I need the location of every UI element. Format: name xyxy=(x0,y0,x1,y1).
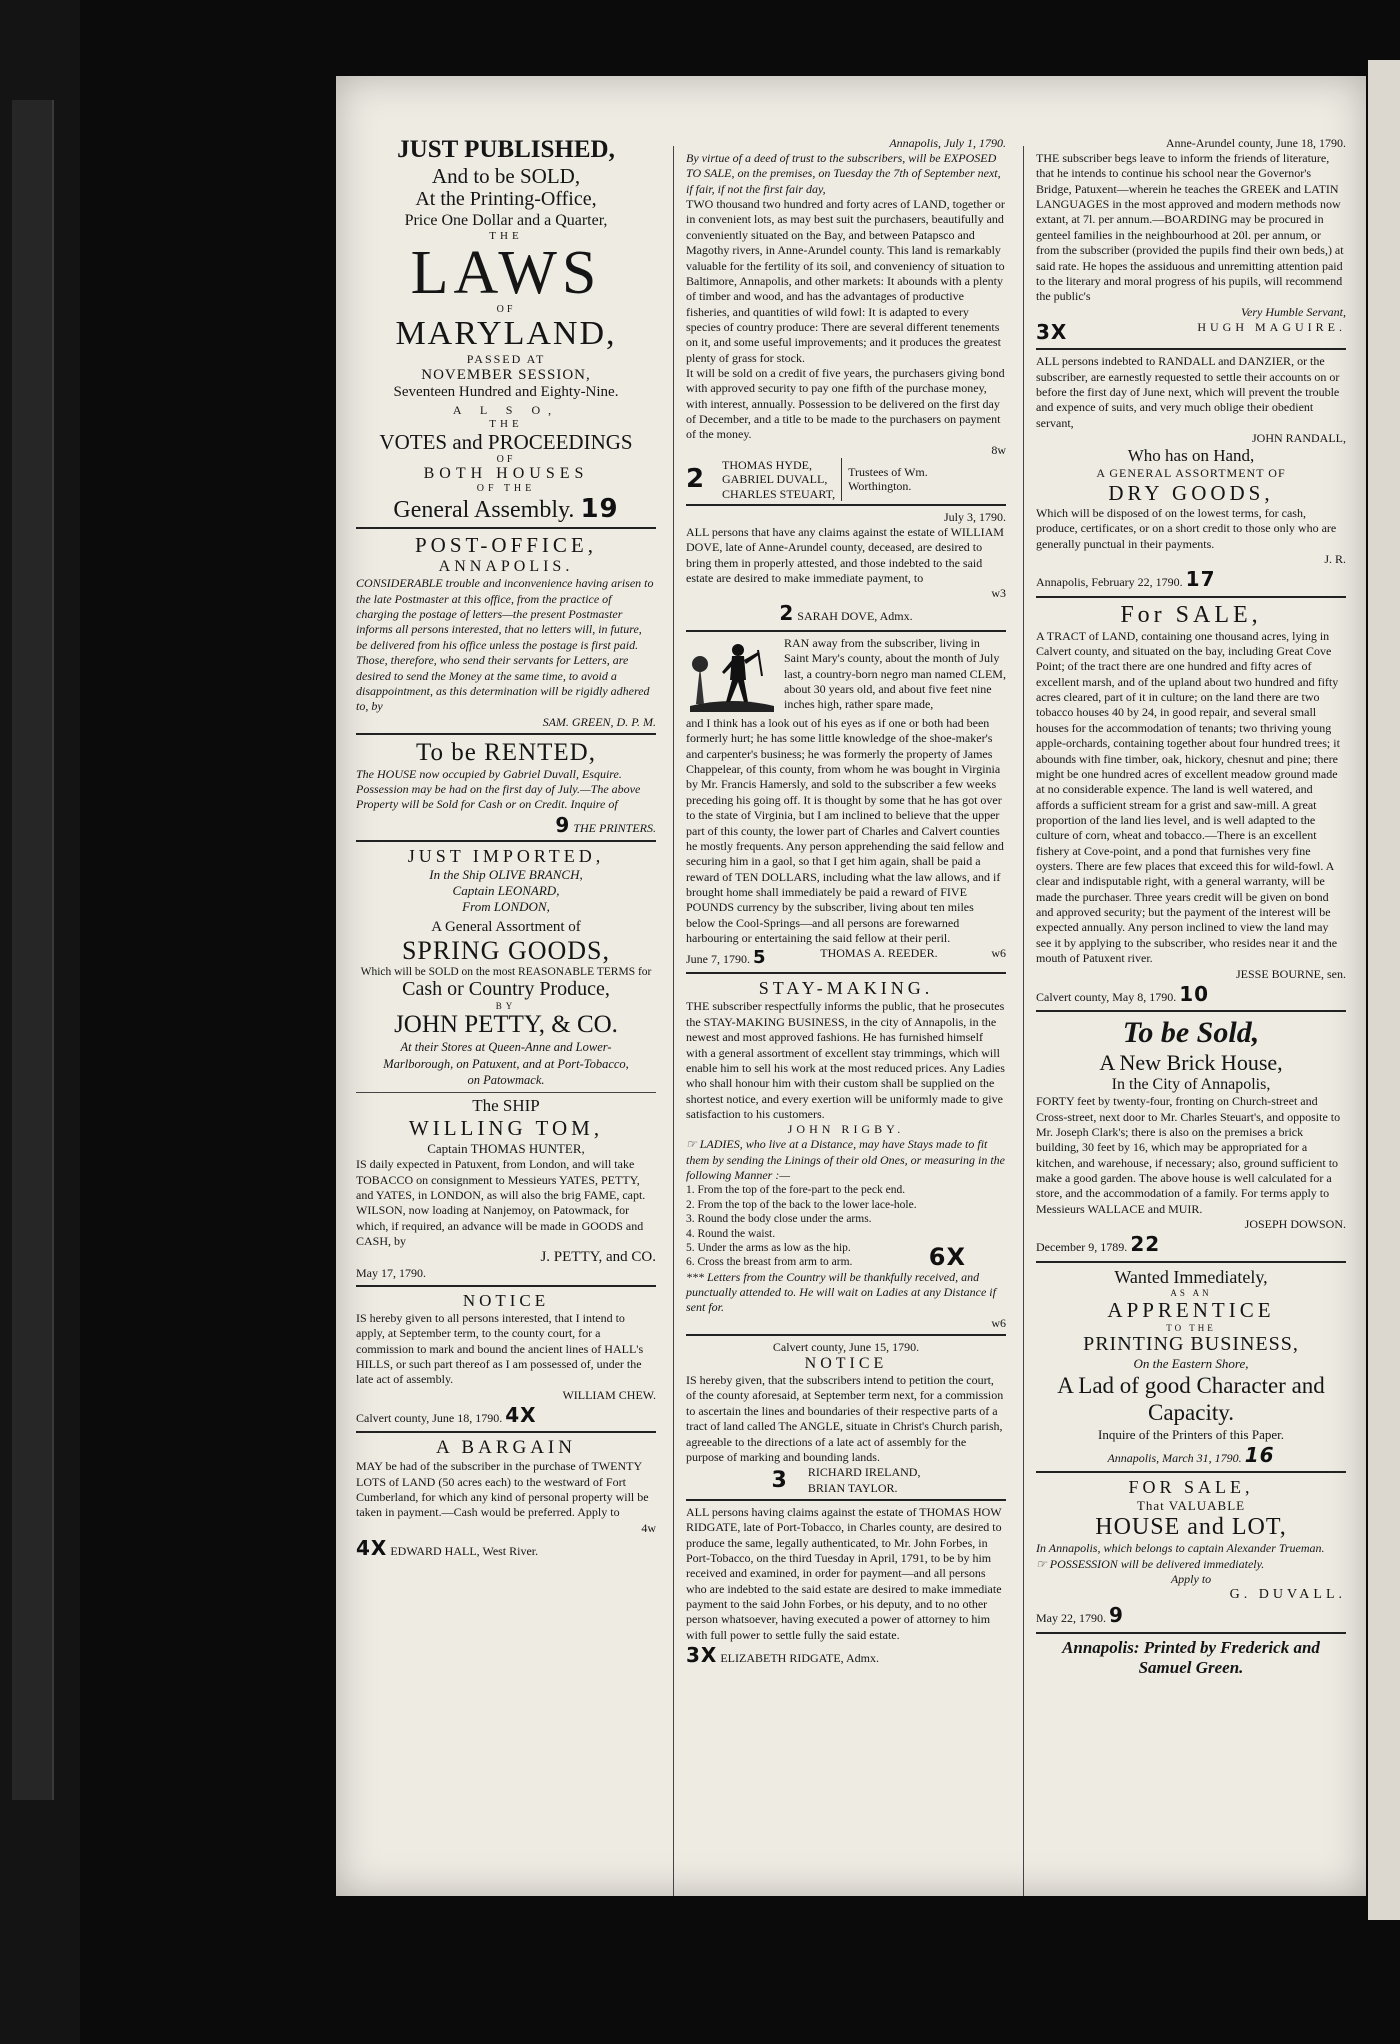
land-sale-intro: By virtue of a deed of trust to the subscribers, will be EXPOSED TO SALE, on the premises, on Tuesday the 7th of September next, if fair, if not the first fair day, xyxy=(686,151,1001,196)
dove-signature: SARAH DOVE, Admx. xyxy=(797,609,913,624)
randall-text: Which will be disposed of on the lowest terms, for cash, produce, certificates, or on a short credit to those only who are generally punctual in their payments. xyxy=(1036,505,1337,551)
dove-body: ALL persons that have any claims against the estate of WILLIAM DOVE, late of Anne-Arundel county, deceased, are desired to bring them in properly attested, and those indebted to the said estate are desired to make immediate payment, to xyxy=(686,525,1004,586)
house-lot-line: That VALUABLE xyxy=(1136,1498,1246,1514)
divider xyxy=(1036,1010,1346,1012)
column-left xyxy=(356,136,656,1561)
laws-advert xyxy=(356,136,656,524)
handwritten-mark: 3X xyxy=(1036,319,1068,344)
trustee-name: THOMAS HYDE, xyxy=(722,457,812,472)
laws-line: At the Printing-Office, xyxy=(415,187,597,210)
imported-advert xyxy=(356,846,656,1090)
laws-line: Seventeen Hundred and Eighty-Nine. xyxy=(393,384,619,401)
column-middle xyxy=(686,136,1006,1669)
house-lot-heading: HOUSE and LOT, xyxy=(1095,1514,1287,1541)
land-tract-body: A TRACT of LAND, containing one thousand acres, lying in Calvert county, and situated on the bay, including Great Cove Point; of the tract there are one hundred and fifty acres of excellent marsh, and of the upland about two hundred and fifty acres cleared, part of it in culture; on the land there are two tobacco houses 40 by 24, in good repair, and several small houses for the accommodation of tenants; two thriving young apple-orchards, containing together about four hundred trees; it abounds with fine timber, oak, hickory, chesnut and pine; there might be one hundred acres of excellent meadow ground made at no considerable expence. The land is well watered, and affords a sufficient stream for a grist and saw-mill. A great proportion of the land lies level, and is well adapted to the culture of corn, wheat and tobacco.—There is an excellent fishery at Cove-point, and a pond that furnishes very fine oysters. There are few places that exceed this for wild-fowl. A clear and indisputable right, with a general warranty, will be made the purchaser. Three years credit will be given on bond and approved security; but the payment of the interest will be expected annually. Any person inclined to view the land may see it by applying to the subscriber, who resides near it and the mouth of Patuxent river. xyxy=(1036,628,1340,966)
handwritten-mark: 2 xyxy=(686,463,706,494)
list-item: 1. From the top of the fore-part to the peck end. xyxy=(686,1184,906,1197)
land-sale-body: TWO thousand two hundred and forty acres of LAND, together or in convenient lots, as may best suit the purchasers, beautifully and conveniently situated on the Bay, and between Patapsco and Magothy rivers, in Anne-Arundel county. This land is remarkably valuable for the fertility of its soil, and conveniency of situation to Baltimore, Annapolis, and other markets: It abounds with a plenty of timber and wood, and has the advantages of productive fisheries, and quantities of wild fowl: It is adapted to every species of country produce: There are several different tenements on it, and some useful improvements; and it produces the greatest plenty of grass for stock. xyxy=(686,197,1005,365)
rented-signature: THE PRINTERS. xyxy=(573,820,656,835)
rented-advert xyxy=(356,739,656,837)
stay-code: w6 xyxy=(991,1315,1006,1330)
laws-line: NOVEMBER SESSION, xyxy=(421,367,591,384)
divider xyxy=(1036,596,1346,598)
printing-business: PRINTING BUSINESS, xyxy=(1083,1332,1299,1355)
divider xyxy=(1036,1261,1346,1263)
post-office-signature: SAM. GREEN, D. P. M. xyxy=(542,714,656,729)
school-signature: HUGH MAGUIRE. xyxy=(1197,319,1346,334)
ship-date: May 17, 1790. xyxy=(356,1266,426,1281)
wanted-line: On the Eastern Shore, xyxy=(1133,1355,1249,1371)
imported-line: Captain LEONARD, xyxy=(452,882,560,898)
laws-title: LAWS xyxy=(410,238,602,307)
woodcut-figure-icon xyxy=(686,636,778,714)
randall-line: A GENERAL ASSORTMENT OF xyxy=(1096,465,1286,480)
runaway-code: w6 xyxy=(991,946,1006,961)
trustee-name: CHARLES STEUART, xyxy=(722,486,836,501)
trustee-name: GABRIEL DUVALL, xyxy=(722,472,828,487)
land-sale-date: Annapolis, July 1, 1790. xyxy=(889,136,1006,150)
binding-edge xyxy=(12,100,54,1800)
imported-line: A General Assortment of xyxy=(431,918,581,935)
imported-line: BY xyxy=(495,1000,517,1011)
petty-title: JOHN PETTY, & CO. xyxy=(394,1010,618,1038)
dry-goods-title: DRY GOODS, xyxy=(1108,480,1274,505)
divider xyxy=(356,527,656,529)
bargain-code: 4w xyxy=(641,1520,656,1535)
laws-line: And to be SOLD, xyxy=(431,163,581,188)
school-date: Anne-Arundel county, June 18, 1790. xyxy=(1165,136,1346,150)
imported-line: Cash or Country Produce, xyxy=(402,977,610,1000)
laws-line: OF THE xyxy=(476,483,536,495)
handwritten-mark: 19 xyxy=(580,494,619,525)
land-sale-code: 8w xyxy=(991,442,1006,457)
post-office-body: CONSIDERABLE trouble and inconvenience having arisen to the late Postmaster at this office, from the practice of charging the postage of letters—the present Postmaster informs all persons interested, that no letters will, in future, be delivered from his office unless the postage is first paid. Those, therefore, who send their servants for Letters, are desired to send the Money at the same time, to avoid a disappointment, as this determination will be rigidly adhered to, by xyxy=(356,576,654,714)
brick-house-date: December 9, 1789. xyxy=(1036,1240,1128,1255)
general-assembly: General Assembly. xyxy=(393,497,575,524)
divider xyxy=(1036,1471,1346,1473)
votes-title: VOTES and PROCEEDINGS xyxy=(379,430,633,455)
handwritten-mark: 5 xyxy=(753,947,767,969)
printer-imprint: Annapolis: Printed by Frederick and Samuel Green. xyxy=(1062,1638,1320,1678)
column-rule xyxy=(1023,146,1024,1896)
randall-initials: J. R. xyxy=(1324,552,1346,567)
trustee-label: Trustees of Wm. Worthington. xyxy=(848,465,928,494)
stay-title: STAY-MAKING. xyxy=(758,978,934,999)
house-lot-possession: ☞ POSSESSION will be delivered immediately. xyxy=(1036,1556,1265,1571)
brick-house-signature: JOSEPH DOWSON. xyxy=(1244,1217,1346,1232)
brick-house-sub: A New Brick House, xyxy=(1099,1050,1283,1076)
list-item: 2. From the top of the back to the lower lace-hole. xyxy=(686,1198,917,1211)
wanted-line: AS AN xyxy=(1170,1287,1212,1298)
divider xyxy=(686,972,1006,974)
stay-signature: JOHN RIGBY. xyxy=(787,1122,905,1137)
dove-code: w3 xyxy=(991,586,1006,601)
handwritten-mark: 22 xyxy=(1130,1232,1161,1257)
bargain-signature: EDWARD HALL, West River. xyxy=(390,1543,539,1558)
notice-advert xyxy=(356,1291,656,1428)
ship-name: WILLING TOM, xyxy=(408,1116,604,1141)
post-office-title: POST-OFFICE, xyxy=(414,533,598,558)
notice-body: IS hereby given to all persons interested, that I intend to apply, at September term, to the county court, for a commission to mark and bound the ancient lines of HALL's HILLS, or such part thereof as I am possessed of, under the late act of assembly. xyxy=(356,1310,644,1387)
notice-date: Calvert county, June 18, 1790. xyxy=(356,1410,503,1425)
book-binding xyxy=(0,0,80,2044)
divider xyxy=(1036,348,1346,350)
house-lot-body: In Annapolis, which belongs to captain Alexander Trueman. xyxy=(1036,1541,1325,1556)
land-tract-signature: JESSE BOURNE, sen. xyxy=(1235,966,1346,981)
land-sale-body-2: It will be sold on a credit of five years, the purchasers giving bond with approved security to pay one fifth of the purchase money, with interest, annually. Possession to be delivered on the first day of December, and a title to be made to the purchasers on payment of the money. xyxy=(686,366,1005,442)
imported-line: From LONDON, xyxy=(462,898,550,914)
bargain-title: A BARGAIN xyxy=(436,1437,576,1459)
randall-body: ALL persons indebted to RANDALL and DANZIER, or the subscriber, are earnestly requested to settle their accounts on or before the first day of June next, which will prevent the trouble and expence of suits, and very much oblige their obedient servant, xyxy=(1036,354,1340,430)
house-lot-apply: Apply to xyxy=(1170,1572,1212,1587)
ship-line: The SHIP xyxy=(472,1096,540,1116)
wanted-date: Annapolis, March 31, 1790. xyxy=(1107,1450,1242,1465)
handwritten-mark: 6X xyxy=(928,1243,966,1272)
handwritten-mark: 17 xyxy=(1185,567,1216,592)
trustee-names xyxy=(722,458,842,501)
ridgate-body: ALL persons having claims against the estate of THOMAS HOW RIDGATE, late of Port-Tobacco, in Charles county, are desired to produce the same, legally authenticated, to Mr. John Forbes, in Port-Tobacco, on the third Tuesday in April, 1791, to be by him received and examined, in order for payment—and all persons who are indebted to the said estate are desired to make immediate payment to the said John Forbes, or his deputy, and to no other person whatsoever, having executed a power of attorney to him with full power to settle fully the said estate. xyxy=(686,1504,1002,1642)
randall-signature: JOHN RANDALL, xyxy=(1252,430,1346,445)
angle-date: Calvert county, June 15, 1790. xyxy=(772,1339,920,1354)
rented-body: The HOUSE now occupied by Gabriel Duvall, Esquire. Possession may be had on the first day of July.—The above Property will be Sold for Cash or on Credit. Inquire of xyxy=(356,766,641,812)
stay-making-advert xyxy=(686,978,1006,1330)
runaway-lead: RAN away from the subscriber, living in Saint Mary's county, about the month of July last, a country-born negro man named CLEM, about 30 years old, and about five feet nine inches high, rather spare made, xyxy=(784,636,1006,712)
handwritten-mark: 2 xyxy=(779,601,795,626)
laws-line: PASSED AT xyxy=(466,352,546,367)
ship-line: Captain THOMAS HUNTER, xyxy=(427,1141,585,1157)
divider xyxy=(686,630,1006,632)
lad-title: A Lad of good Character and Capacity. xyxy=(1057,1372,1325,1426)
school-closing: Very Humble Servant, xyxy=(1241,304,1346,319)
brick-house-body: FORTY feet by twenty-four, fronting on Church-street and Cross-street, next door to Mr. Charles Steuart's, and opposite to Mr. Joseph Clark's; there is also on the premises a brick building, 30 feet by 16, which may be appropriated for a kitchen, and warehouse, if necessary; also, ground sufficient to make a good garden. The above house is well calculated for a store, and the accommodation of a family. For terms apply to Messieurs WALLACE and MUIR. xyxy=(1036,1094,1341,1216)
randall-date: Annapolis, February 22, 1790. xyxy=(1036,575,1183,590)
newspaper-page xyxy=(336,76,1366,1896)
ridgate-advert xyxy=(686,1505,1006,1669)
laws-line: THE xyxy=(489,229,523,242)
land-tract-advert xyxy=(1036,602,1346,1008)
divider xyxy=(356,1092,656,1093)
dove-date: July 3, 1790. xyxy=(943,510,1006,524)
bargain-advert xyxy=(356,1437,656,1561)
handwritten-mark: 10 xyxy=(1179,981,1210,1006)
wanted-title: Wanted Immediately, xyxy=(1114,1266,1268,1287)
bargain-body: MAY be had of the subscriber in the purchase of TWENTY LOTS of LAND (50 acres each) to the westward of Fort Cumberland, for which any kind of personal property will be taken in payment.—Cash would be preferred. Apply to xyxy=(356,1459,649,1520)
angle-title: NOTICE xyxy=(804,1355,888,1373)
list-item: 6. Cross the breast from arm to arm. xyxy=(686,1256,853,1269)
post-office-advert xyxy=(356,533,656,729)
ship-advert xyxy=(356,1096,656,1282)
handwritten-mark: 3X xyxy=(686,1643,718,1668)
list-item: 3. Round the body close under the arms. xyxy=(686,1213,872,1226)
dove-advert xyxy=(686,510,1006,627)
stay-footnote: *** Letters from the Country will be thankfully received, and punctually attended to. He will wait on Ladies at any Distance if sent for. xyxy=(686,1269,996,1315)
runaway-body: and I think has a look out of his eyes as if one or both had been formerly hurt; he has some little knowledge of the shoe-maker's and carpenter's business; he was formerly the property of James Chappelear, of this county, from whom he was bought in Virginia by Mr. Francis Hamersly, and sold to the subscriber a few weeks preceding his going off. It is thought by some that he has got over to the state of Virginia, but I am inclined to believe that the upper part of this county, the lower part of Charles and Calvert counties he mostly frequents. Any person apprehending the said fellow and securing him in a gaol, so that I get him again, shall be paid a reward of TEN DOLLARS, including what the law allows, and if brought home shall immediately be paid a reward of FIVE POUNDS currency by the subscriber, living about ten miles below the Cool-Springs—and all persons are forewarned harbouring or entertaining the said fellow at their peril. xyxy=(686,716,1004,946)
list-item: 5. Under the arms as low as the hip. xyxy=(686,1241,851,1254)
land-tract-date: Calvert county, May 8, 1790. xyxy=(1036,989,1177,1004)
handwritten-mark: 4X xyxy=(356,1535,388,1560)
divider xyxy=(356,733,656,735)
house-lot-date: May 22, 1790. xyxy=(1036,1611,1106,1626)
brick-house-city: In the City of Annapolis, xyxy=(1111,1076,1271,1094)
laws-headline: JUST PUBLISHED, xyxy=(397,136,615,163)
handwritten-mark: 4X xyxy=(505,1402,537,1427)
runaway-signature: THOMAS A. REEDER. xyxy=(820,946,938,961)
wanted-line: Inquire of the Printers of this Paper. xyxy=(1098,1426,1284,1442)
handwritten-mark: 9 xyxy=(555,812,571,837)
brick-house-advert xyxy=(1036,1016,1346,1257)
runaway-advert xyxy=(686,636,1006,969)
randall-advert xyxy=(1036,354,1346,592)
divider xyxy=(686,504,1006,506)
laws-price: Price One Dollar and a Quarter, xyxy=(404,211,608,229)
school-body: THE subscriber begs leave to inform the friends of literature, that he intends to continue his school near the Governor's Bridge, Patuxent—wherein he teaches the GREEK and LATIN LANGUAGES in the most approved and modern methods now extant, at 7l. per annum.—BOARDING may be procured in genteel families in the neighbourhood at 20l. per annum, or from the subscriber (provided the pupils find their own beds,) at said rate. He hopes the assiduous and unremitting attention paid to the literary and moral progress of his pupils, will recommend the public's xyxy=(1036,151,1344,304)
house-lot-signature: G. DUVALL. xyxy=(1229,1587,1346,1603)
divider xyxy=(356,1431,656,1433)
angle-signature: RICHARD IRELAND, xyxy=(807,1465,921,1480)
angle-notice-advert xyxy=(686,1340,1006,1496)
rented-title: To be RENTED, xyxy=(416,738,596,766)
house-lot-advert xyxy=(1036,1477,1346,1629)
handwritten-mark: 9 xyxy=(1109,1603,1124,1628)
spring-goods-title: SPRING GOODS, xyxy=(401,935,611,965)
laws-line: BOTH HOUSES xyxy=(423,465,589,483)
handwritten-mark: 16 xyxy=(1244,1442,1275,1467)
stay-ladies: ☞ LADIES, who live at a Distance, may have Stays made to fit them by sending the Linings of their old Ones, or measuring in the following Manner :— xyxy=(686,1137,1005,1183)
ridgate-signature: ELIZABETH RIDGATE, Admx. xyxy=(720,1651,879,1666)
wanted-line: TO THE xyxy=(1166,1322,1216,1333)
laws-line: OF xyxy=(496,454,516,466)
next-page-edge xyxy=(1368,60,1400,1920)
randall-line: Who has on Hand, xyxy=(1127,445,1255,465)
divider xyxy=(356,1285,656,1287)
divider xyxy=(356,840,656,842)
land-sale-advert xyxy=(686,136,1006,501)
house-lot-title: FOR SALE, xyxy=(1128,1477,1254,1498)
runaway-date: June 7, 1790. xyxy=(686,952,750,967)
stay-body: THE subscriber respectfully informs the public, that he prosecutes the STAY-MAKING BUSINESS, in the city of Annapolis, in the newest and most approved fashions. He has furnished himself with a general assortment of excellent stay trimmings, which will enable him to sell his work at the most reduced prices. Any Ladies who shall honour him with their custom shall be supplied on the shortest notice, and every exertion will be uniformly made to give satisfaction to his customers. xyxy=(686,999,1005,1121)
laws-line: A L S O, xyxy=(452,403,560,418)
school-advert xyxy=(1036,136,1346,345)
divider xyxy=(686,1499,1006,1501)
post-office-sub: ANNAPOLIS. xyxy=(438,558,574,576)
ship-body: IS daily expected in Patuxent, from London, and will take TOBACCO on consignment to Messieurs YATES, PETTY, and YATES, in LONDON, as will also the brig FAME, capt. WILSON, now loading at Nanjemoy, on Patowmack, for which, if required, an advance will be made in GOODS and CASH, by xyxy=(356,1157,646,1249)
angle-body: IS hereby given, that the subscribers intend to petition the court, of the county aforesaid, at September term next, for a commission to ascertain the lines and boundaries of their respective parts of a tract of land called The ANGLE, situate in Christ's Church parish, agreeable to the directions of a late act of assembly for the purpose of marking and bounding lands. xyxy=(686,1373,1004,1464)
notice-title: NOTICE xyxy=(462,1290,550,1310)
imported-title: JUST IMPORTED, xyxy=(407,845,605,866)
divider xyxy=(686,1334,1006,1336)
imported-line: In the Ship OLIVE BRANCH, xyxy=(429,866,583,882)
maryland-title: MARYLAND, xyxy=(395,314,617,352)
notice-signature: WILLIAM CHEW. xyxy=(562,1387,656,1402)
column-rule xyxy=(673,146,674,1896)
apprentice-title: APPRENTICE xyxy=(1107,1297,1275,1322)
angle-signature: BRIAN TAYLOR. xyxy=(807,1480,898,1495)
laws-line: THE xyxy=(489,418,523,431)
imported-line: At their Stores at Queen-Anne and Lower-Marlborough, on Patuxent, and at Port-Tobacco, on Patowmack. xyxy=(383,1039,629,1088)
apprentice-advert xyxy=(1036,1267,1346,1469)
column-right xyxy=(1036,136,1346,1679)
divider xyxy=(1036,1632,1346,1634)
laws-line: OF xyxy=(496,303,516,315)
ship-signature: J. PETTY, and CO. xyxy=(540,1249,656,1266)
for-sale-title: For SALE, xyxy=(1120,601,1262,628)
imported-line: Which will be SOLD on the most REASONABLE TERMS for xyxy=(360,965,652,978)
list-item: 4. Round the waist. xyxy=(686,1227,776,1240)
to-be-sold-title: To be Sold, xyxy=(1122,1016,1260,1050)
handwritten-mark: 3 xyxy=(771,1467,788,1493)
